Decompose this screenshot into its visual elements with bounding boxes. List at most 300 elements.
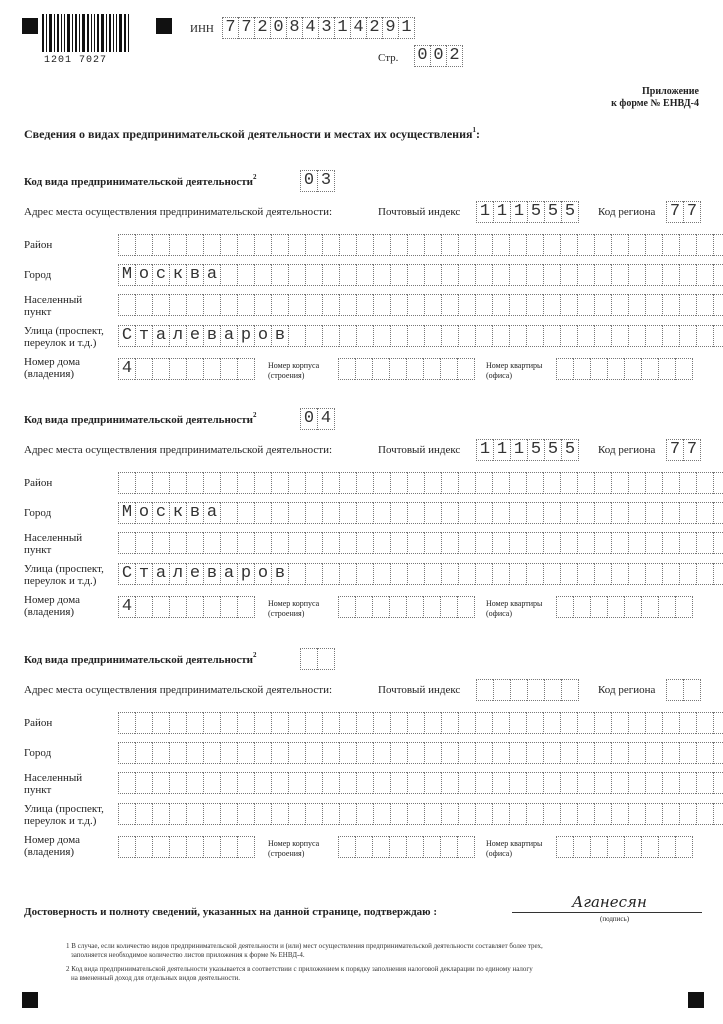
locality-field[interactable] bbox=[118, 532, 723, 554]
street-field-cell bbox=[628, 803, 645, 825]
street-field[interactable] bbox=[118, 325, 723, 347]
district-field-cell bbox=[441, 234, 458, 256]
street-field-cell: а bbox=[220, 563, 237, 585]
street-field-cell bbox=[305, 803, 322, 825]
city-field-cell: с bbox=[152, 264, 169, 286]
locality-field-cell bbox=[305, 772, 322, 794]
street-field[interactable] bbox=[118, 563, 723, 585]
city-field-cell bbox=[288, 502, 305, 524]
page-cell: 0 bbox=[414, 45, 430, 67]
house-field-cell bbox=[135, 358, 152, 380]
district-field-cell bbox=[407, 472, 424, 494]
house-field[interactable] bbox=[118, 596, 255, 618]
city-field-cell: с bbox=[152, 502, 169, 524]
district-field-cell bbox=[271, 712, 288, 734]
district-field[interactable] bbox=[118, 234, 723, 256]
district-field-cell bbox=[373, 472, 390, 494]
locality-field-cell bbox=[475, 294, 492, 316]
district-field-cell bbox=[322, 472, 339, 494]
locality-field-cell bbox=[458, 532, 475, 554]
building-label-line1: Номер корпуса bbox=[268, 839, 320, 848]
street-field-cell bbox=[628, 325, 645, 347]
district-field-cell bbox=[339, 472, 356, 494]
city-field-cell bbox=[509, 742, 526, 764]
district-field-cell bbox=[696, 472, 713, 494]
city-field-cell bbox=[645, 502, 662, 524]
street-field-cell bbox=[305, 563, 322, 585]
city-field-cell bbox=[662, 264, 679, 286]
apartment-field-cell bbox=[556, 358, 573, 380]
district-field-cell bbox=[186, 234, 203, 256]
district-field-cell bbox=[152, 234, 169, 256]
page-label: Стр. bbox=[378, 52, 399, 64]
building-field[interactable] bbox=[338, 358, 475, 380]
district-field-cell bbox=[560, 472, 577, 494]
street-field-cell: а bbox=[152, 325, 169, 347]
district-field-cell bbox=[356, 234, 373, 256]
city-field-cell bbox=[492, 264, 509, 286]
appendix-line2: к форме № ЕНВД-4 bbox=[611, 98, 699, 109]
locality-field-cell bbox=[560, 294, 577, 316]
locality-field-cell bbox=[220, 772, 237, 794]
postal-index-field-cell: 5 bbox=[527, 439, 544, 461]
locality-label-line1: Населенный bbox=[24, 294, 83, 306]
city-field-cell bbox=[220, 742, 237, 764]
corner-marker-top-mid bbox=[156, 18, 172, 34]
locality-field-cell bbox=[339, 294, 356, 316]
district-field-cell bbox=[509, 234, 526, 256]
locality-field-cell bbox=[441, 532, 458, 554]
street-field-cell bbox=[339, 325, 356, 347]
city-field[interactable] bbox=[118, 502, 723, 524]
street-field-cell bbox=[696, 325, 713, 347]
locality-field-cell bbox=[322, 294, 339, 316]
district-field-cell bbox=[458, 712, 475, 734]
city-field-cell bbox=[186, 742, 203, 764]
street-field-cell bbox=[543, 803, 560, 825]
apartment-field-cell bbox=[573, 358, 590, 380]
district-field-cell bbox=[237, 472, 254, 494]
building-field-cell bbox=[406, 358, 423, 380]
street-field-cell bbox=[560, 563, 577, 585]
apartment-field-cell bbox=[641, 836, 658, 858]
city-field-cell bbox=[271, 502, 288, 524]
locality-field-cell bbox=[373, 772, 390, 794]
postal-index-field[interactable] bbox=[476, 439, 579, 461]
district-field-cell bbox=[696, 712, 713, 734]
building-field-cell bbox=[372, 836, 389, 858]
city-field-cell: в bbox=[186, 264, 203, 286]
house-field-cell bbox=[152, 596, 169, 618]
street-field-cell: т bbox=[135, 325, 152, 347]
city-field-cell bbox=[356, 502, 373, 524]
region-code-field-cell: 7 bbox=[666, 201, 683, 223]
city-field-cell bbox=[305, 742, 322, 764]
city-field-cell: М bbox=[118, 502, 135, 524]
region-code-field[interactable] bbox=[666, 201, 701, 223]
apartment-field-cell bbox=[556, 596, 573, 618]
activity-code-text: Код вида предпринимательской деятельности bbox=[24, 414, 253, 426]
district-field[interactable] bbox=[118, 472, 723, 494]
locality-label-line2: пункт bbox=[24, 784, 52, 796]
postal-index-field-cell bbox=[544, 679, 561, 701]
street-field-cell: в bbox=[203, 325, 220, 347]
house-field-cell bbox=[237, 836, 255, 858]
district-field-cell bbox=[526, 472, 543, 494]
postal-index-label: Почтовый индекс bbox=[378, 206, 461, 218]
locality-field-cell bbox=[509, 532, 526, 554]
house-field[interactable] bbox=[118, 836, 255, 858]
locality-field-cell bbox=[611, 532, 628, 554]
postal-index-field[interactable] bbox=[476, 679, 579, 701]
postal-index-field-cell bbox=[493, 679, 510, 701]
city-field-cell bbox=[611, 264, 628, 286]
city-field-cell bbox=[628, 742, 645, 764]
city-field-cell bbox=[152, 742, 169, 764]
city-field-cell bbox=[679, 264, 696, 286]
building-field-cell bbox=[338, 836, 355, 858]
apartment-field-cell bbox=[607, 358, 624, 380]
street-field-cell bbox=[509, 325, 526, 347]
locality-field-cell bbox=[662, 532, 679, 554]
apartment-field[interactable] bbox=[556, 836, 693, 858]
building-field-cell bbox=[423, 836, 440, 858]
city-field-cell bbox=[356, 264, 373, 286]
postal-index-field[interactable] bbox=[476, 201, 579, 223]
signature-line bbox=[512, 912, 702, 913]
locality-field-cell bbox=[135, 532, 152, 554]
building-field-cell bbox=[440, 358, 457, 380]
city-field-cell bbox=[560, 742, 577, 764]
building-label-line2: (строения) bbox=[268, 849, 305, 858]
apartment-label-line1: Номер квартиры bbox=[486, 839, 543, 848]
inn-cell: 0 bbox=[270, 17, 286, 39]
locality-field-cell bbox=[679, 294, 696, 316]
district-field[interactable] bbox=[118, 712, 723, 734]
footnote-2a: 2 Код вида предпринимательской деятельности указывается в соответствии с приложением к порядку заполнения налоговой декларации по единому налогу bbox=[66, 965, 533, 973]
activity-code-label bbox=[24, 173, 257, 189]
apartment-field[interactable] bbox=[556, 596, 693, 618]
locality-field-cell bbox=[441, 772, 458, 794]
locality-field-cell bbox=[696, 772, 713, 794]
street-field-cell bbox=[713, 325, 723, 347]
city-field-cell bbox=[662, 502, 679, 524]
house-field-cell bbox=[220, 596, 237, 618]
locality-field-cell bbox=[475, 772, 492, 794]
locality-field-cell bbox=[662, 294, 679, 316]
building-field-cell bbox=[389, 836, 406, 858]
locality-field-cell bbox=[696, 294, 713, 316]
locality-field-cell bbox=[645, 772, 662, 794]
inn-cell: 2 bbox=[254, 17, 270, 39]
apartment-label-line1: Номер квартиры bbox=[486, 361, 543, 370]
district-field-cell bbox=[254, 472, 271, 494]
apartment-field-cell bbox=[573, 836, 590, 858]
district-field-cell bbox=[118, 234, 135, 256]
locality-field-cell bbox=[288, 532, 305, 554]
street-field-cell: р bbox=[237, 325, 254, 347]
district-field-cell bbox=[186, 712, 203, 734]
house-label-line1: Номер дома bbox=[24, 594, 80, 606]
district-field-cell bbox=[611, 472, 628, 494]
locality-field-cell bbox=[169, 772, 186, 794]
district-field-cell bbox=[203, 472, 220, 494]
street-field-cell: о bbox=[254, 563, 271, 585]
building-field-cell bbox=[389, 596, 406, 618]
city-field-cell bbox=[458, 742, 475, 764]
activity-code-field[interactable] bbox=[300, 408, 335, 430]
city-field-cell bbox=[424, 742, 441, 764]
building-field-cell bbox=[338, 596, 355, 618]
city-field-cell bbox=[237, 264, 254, 286]
locality-field-cell bbox=[543, 532, 560, 554]
locality-field-cell bbox=[543, 294, 560, 316]
city-field-cell bbox=[526, 742, 543, 764]
city-label: Город bbox=[24, 269, 52, 281]
inn-field[interactable] bbox=[222, 17, 415, 39]
district-field-cell bbox=[679, 712, 696, 734]
city-field-cell: а bbox=[203, 502, 220, 524]
locality-field-cell bbox=[543, 772, 560, 794]
region-code-label: Код региона bbox=[598, 206, 656, 218]
city-field-cell: к bbox=[169, 264, 186, 286]
city-field-cell: о bbox=[135, 502, 152, 524]
locality-field-cell bbox=[577, 532, 594, 554]
street-field-cell: л bbox=[169, 563, 186, 585]
locality-field-cell bbox=[118, 532, 135, 554]
activity-code-field-cell: 4 bbox=[317, 408, 335, 430]
region-code-field-cell bbox=[666, 679, 683, 701]
barcode-number: 1201 7027 bbox=[44, 55, 108, 66]
locality-field-cell bbox=[509, 294, 526, 316]
apartment-field-cell bbox=[624, 358, 641, 380]
city-field-cell bbox=[696, 502, 713, 524]
street-field-cell bbox=[373, 325, 390, 347]
page-cell: 0 bbox=[430, 45, 446, 67]
district-field-cell bbox=[356, 472, 373, 494]
locality-field-cell bbox=[152, 532, 169, 554]
city-field-cell bbox=[271, 742, 288, 764]
house-field-cell bbox=[152, 358, 169, 380]
city-field-cell: М bbox=[118, 264, 135, 286]
district-field-cell bbox=[577, 234, 594, 256]
postal-index-field-cell: 5 bbox=[561, 439, 579, 461]
locality-field[interactable] bbox=[118, 772, 723, 794]
apartment-field-cell bbox=[573, 596, 590, 618]
street-field-cell bbox=[322, 325, 339, 347]
locality-field-cell bbox=[390, 532, 407, 554]
city-field-cell bbox=[220, 264, 237, 286]
city-field-cell: в bbox=[186, 502, 203, 524]
district-field-cell bbox=[628, 472, 645, 494]
street-field-cell bbox=[424, 803, 441, 825]
street-field-cell bbox=[373, 803, 390, 825]
street-field-cell bbox=[305, 325, 322, 347]
building-field-cell bbox=[389, 358, 406, 380]
house-field-cell bbox=[135, 836, 152, 858]
house-field-cell bbox=[169, 836, 186, 858]
street-label-line1: Улица (проспект, bbox=[24, 563, 104, 575]
district-field-cell bbox=[152, 472, 169, 494]
district-field-cell bbox=[237, 712, 254, 734]
house-field[interactable] bbox=[118, 358, 255, 380]
activity-code-field-cell bbox=[300, 648, 317, 670]
locality-field-cell bbox=[186, 772, 203, 794]
district-field-cell bbox=[492, 234, 509, 256]
locality-field-cell bbox=[441, 294, 458, 316]
street-field[interactable] bbox=[118, 803, 723, 825]
street-field-cell bbox=[679, 803, 696, 825]
city-field-cell: к bbox=[169, 502, 186, 524]
region-code-field-cell bbox=[683, 679, 701, 701]
activity-code-footnote-mark: 2 bbox=[252, 411, 257, 419]
city-field-cell bbox=[475, 264, 492, 286]
address-label: Адрес места осуществления предпринимательской деятельности: bbox=[24, 684, 333, 696]
city-field[interactable] bbox=[118, 742, 723, 764]
district-field-cell bbox=[135, 234, 152, 256]
house-field-cell bbox=[220, 358, 237, 380]
confirmation-text: Достоверность и полноту сведений, указанных на данной странице, подтверждаю : bbox=[24, 906, 437, 918]
region-code-field-cell: 7 bbox=[666, 439, 683, 461]
district-field-cell bbox=[407, 234, 424, 256]
building-label-line2: (строения) bbox=[268, 371, 305, 380]
house-field-cell bbox=[203, 836, 220, 858]
street-field-cell: С bbox=[118, 563, 135, 585]
house-label-line1: Номер дома bbox=[24, 356, 80, 368]
house-field-cell bbox=[186, 836, 203, 858]
locality-field-cell bbox=[135, 294, 152, 316]
city-field[interactable] bbox=[118, 264, 723, 286]
inn-cell: 1 bbox=[334, 17, 350, 39]
locality-field-cell bbox=[628, 532, 645, 554]
region-code-label: Код региона bbox=[598, 444, 656, 456]
locality-field-cell bbox=[526, 772, 543, 794]
locality-field-cell bbox=[152, 294, 169, 316]
city-field-cell bbox=[679, 742, 696, 764]
footnote-2b: на вмененный доход для отдельных видов деятельности. bbox=[71, 974, 241, 982]
district-field-cell bbox=[662, 712, 679, 734]
region-code-field[interactable] bbox=[666, 679, 701, 701]
building-field[interactable] bbox=[338, 596, 475, 618]
building-field[interactable] bbox=[338, 836, 475, 858]
locality-field-cell bbox=[339, 772, 356, 794]
street-label-line1: Улица (проспект, bbox=[24, 803, 104, 815]
locality-field-cell bbox=[679, 772, 696, 794]
street-field-cell bbox=[611, 563, 628, 585]
corner-marker-top-left bbox=[22, 18, 38, 34]
apartment-label-line2: (офиса) bbox=[486, 849, 512, 858]
district-label: Район bbox=[24, 477, 53, 489]
locality-field-cell bbox=[254, 294, 271, 316]
building-field-cell bbox=[457, 596, 475, 618]
street-field-cell bbox=[475, 803, 492, 825]
apartment-field[interactable] bbox=[556, 358, 693, 380]
city-field-cell bbox=[645, 742, 662, 764]
district-field-cell bbox=[118, 472, 135, 494]
barcode bbox=[42, 14, 142, 52]
street-field-cell bbox=[696, 803, 713, 825]
postal-index-field-cell bbox=[510, 679, 527, 701]
locality-field-cell bbox=[390, 772, 407, 794]
street-field-cell bbox=[186, 803, 203, 825]
street-field-cell: в bbox=[203, 563, 220, 585]
city-label: Город bbox=[24, 507, 52, 519]
locality-field[interactable] bbox=[118, 294, 723, 316]
locality-field-cell bbox=[424, 532, 441, 554]
city-field-cell bbox=[254, 502, 271, 524]
footnote-1b: заполняется необходимое количество листов приложения к форме № ЕНВД-4. bbox=[71, 951, 305, 959]
city-field-cell bbox=[560, 264, 577, 286]
city-field-cell bbox=[628, 502, 645, 524]
district-field-cell bbox=[577, 472, 594, 494]
region-code-field[interactable] bbox=[666, 439, 701, 461]
city-label: Город bbox=[24, 747, 52, 759]
city-field-cell bbox=[356, 742, 373, 764]
district-field-cell bbox=[288, 712, 305, 734]
district-field-cell bbox=[594, 234, 611, 256]
house-field-cell bbox=[203, 596, 220, 618]
apartment-field-cell bbox=[590, 358, 607, 380]
street-field-cell bbox=[356, 325, 373, 347]
building-field-cell bbox=[423, 358, 440, 380]
street-field-cell bbox=[679, 325, 696, 347]
locality-field-cell bbox=[407, 772, 424, 794]
street-field-cell bbox=[118, 803, 135, 825]
locality-field-cell bbox=[373, 532, 390, 554]
district-field-cell bbox=[509, 472, 526, 494]
street-field-cell: о bbox=[254, 325, 271, 347]
district-field-cell bbox=[135, 472, 152, 494]
district-field-cell bbox=[135, 712, 152, 734]
apartment-label-line2: (офиса) bbox=[486, 609, 512, 618]
district-label: Район bbox=[24, 717, 53, 729]
district-field-cell bbox=[713, 712, 723, 734]
street-field-cell bbox=[458, 325, 475, 347]
page-number-field[interactable] bbox=[414, 45, 463, 67]
district-field-cell bbox=[305, 234, 322, 256]
activity-code-field[interactable] bbox=[300, 170, 335, 192]
locality-field-cell bbox=[186, 532, 203, 554]
house-field-cell bbox=[186, 596, 203, 618]
locality-field-cell bbox=[220, 294, 237, 316]
postal-index-field-cell: 5 bbox=[561, 201, 579, 223]
district-field-cell bbox=[611, 712, 628, 734]
street-field-cell bbox=[492, 803, 509, 825]
locality-field-cell bbox=[237, 532, 254, 554]
city-field-cell bbox=[475, 502, 492, 524]
city-field-cell bbox=[237, 502, 254, 524]
city-field-cell bbox=[713, 742, 723, 764]
district-field-cell bbox=[305, 712, 322, 734]
street-field-cell bbox=[662, 325, 679, 347]
house-label-line2: (владения) bbox=[24, 368, 75, 380]
inn-cell: 9 bbox=[382, 17, 398, 39]
locality-field-cell bbox=[305, 532, 322, 554]
postal-index-field-cell bbox=[561, 679, 579, 701]
street-field-cell bbox=[424, 563, 441, 585]
street-field-cell bbox=[475, 325, 492, 347]
building-field-cell bbox=[440, 836, 457, 858]
activity-code-text: Код вида предпринимательской деятельности bbox=[24, 176, 253, 188]
street-field-cell bbox=[356, 563, 373, 585]
street-field-cell bbox=[713, 563, 723, 585]
street-field-cell bbox=[679, 563, 696, 585]
city-field-cell bbox=[288, 264, 305, 286]
postal-index-field-cell: 5 bbox=[544, 201, 561, 223]
activity-code-field[interactable] bbox=[300, 648, 335, 670]
inn-cell: 3 bbox=[318, 17, 334, 39]
district-field-cell bbox=[645, 472, 662, 494]
